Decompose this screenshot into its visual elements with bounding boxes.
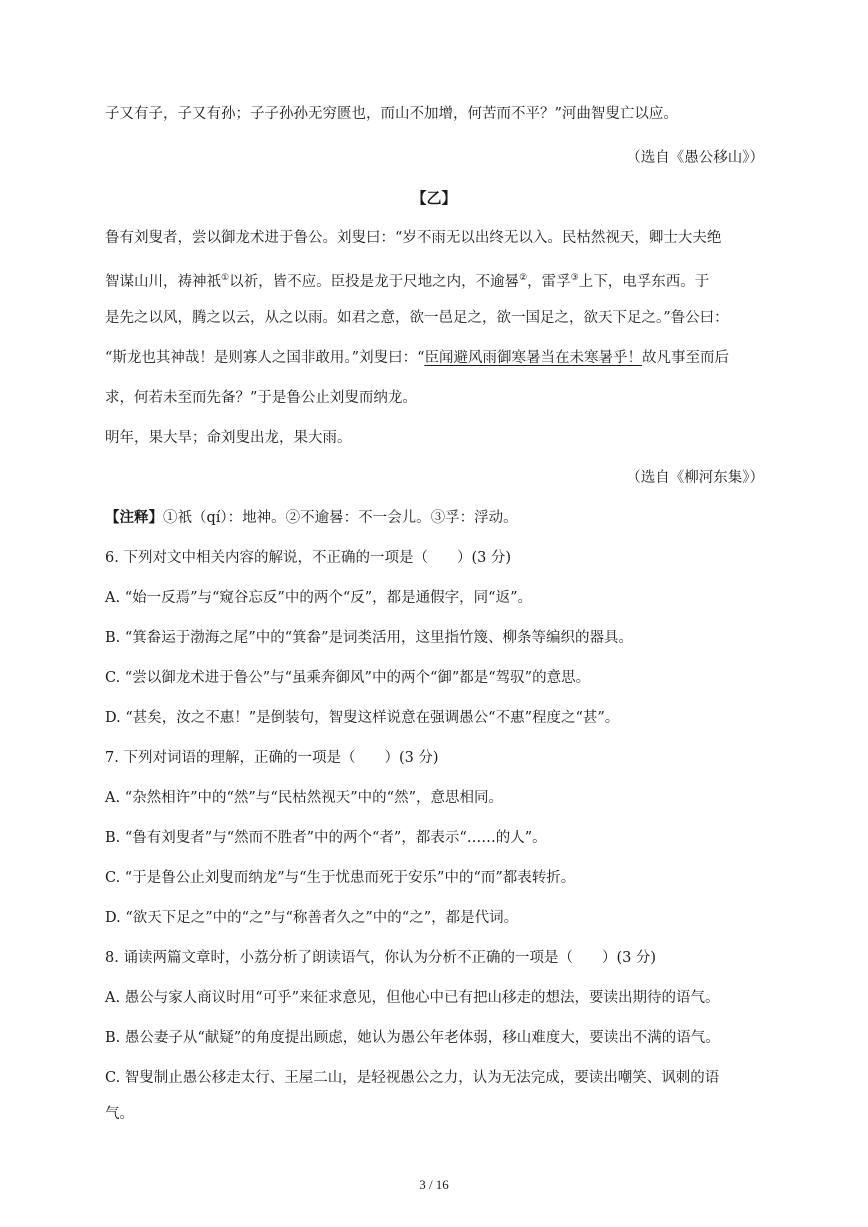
passage-a-source: （选自《愚公移山》） bbox=[626, 150, 764, 166]
question-7-option-c: C. “于是鲁公止刘叟而纳龙”与“生于忧患而死于安乐”中的“而”都表转折。 bbox=[105, 870, 576, 886]
question-7-option-b: B. “鲁有刘叟者”与“然而不胜者”中的两个“者”，都表示“……的人”。 bbox=[105, 830, 547, 846]
question-8-stem: 8. 诵读两篇文章时，小荔分析了朗读语气，你认为分析不正确的一项是（ ）(3 分) bbox=[105, 950, 657, 966]
footnote-marker-3: ③ bbox=[570, 273, 579, 283]
passage-b-line-5: 求，何若未至而先备？”于是鲁公止刘叟而纳龙。 bbox=[105, 390, 417, 406]
question-7-option-d: D. “欲天下足之”中的“之”与“称善者久之”中的“之”，都是代词。 bbox=[105, 910, 519, 926]
notes-label: 【注释】 bbox=[105, 509, 163, 526]
question-8-option-c-continued: 气。 bbox=[105, 1106, 134, 1122]
passage-b-line-1: 鲁有刘叟者，尝以御龙术进于鲁公。刘叟曰：“岁不雨无以出终无以入。民枯然视天，卿士大夫绝 bbox=[105, 230, 722, 246]
footnote-marker-1: ① bbox=[221, 273, 230, 283]
question-7-stem: 7. 下列对词语的理解，正确的一项是（ ）(3 分) bbox=[105, 750, 439, 766]
passage-b-line-4 bbox=[105, 348, 765, 368]
passage-b-heading: 【乙】 bbox=[411, 189, 457, 207]
passage-b-line-2 bbox=[105, 268, 765, 292]
question-8-option-a: A. 愚公与家人商议时用“可乎”来征求意见，但他心中已有把山移走的想法，要读出期待的语气。 bbox=[105, 990, 720, 1006]
passage-b-line-6: 明年，果大旱；命刘叟出龙，果大雨。 bbox=[105, 430, 352, 446]
question-6-option-b: B. “箕畚运于渤海之尾”中的“箕畚”是词类活用，这里指竹篾、柳条等编织的器具。 bbox=[105, 630, 634, 646]
text-span: “斯龙也其神哉！是则寡人之国非敢用。”刘叟曰：“ bbox=[105, 350, 425, 366]
question-6-option-d: D. “甚矣，汝之不惠！”是倒装句，智叟这样说意在强调愚公“不惠”程度之“甚”。 bbox=[105, 710, 620, 726]
question-7-option-a: A. “杂然相许”中的“然”与“民枯然视天”中的“然”，意思相同。 bbox=[105, 790, 503, 806]
notes-text: ①祇（qí）：地神。②不逾晷：不一会儿。③孚：浮动。 bbox=[163, 510, 518, 526]
page-number: 3 / 16 bbox=[419, 1177, 449, 1192]
notes bbox=[105, 508, 765, 528]
passage-b-source: （选自《柳河东集》） bbox=[626, 470, 764, 486]
footnote-marker-2: ② bbox=[519, 273, 528, 283]
text-span: ，雷孚 bbox=[527, 274, 571, 290]
underlined-sentence: 臣闻避风雨御寒暑当在未寒暑乎！ bbox=[424, 350, 642, 366]
question-6-option-c: C. “尝以御龙术进于鲁公”与“虽乘奔御风”中的两个“御”都是“驾驭”的意思。 bbox=[105, 670, 591, 686]
text-span: 以祈，皆不应。臣投是龙于尺地之内，不逾晷 bbox=[229, 274, 520, 290]
question-6-stem: 6. 下列对文中相关内容的解说，不正确的一项是（ ）(3 分) bbox=[105, 550, 512, 566]
text-span: 智谋山川，祷神祇 bbox=[105, 274, 221, 290]
question-8-option-c: C. 智叟制止愚公移走太行、王屋二山，是轻视愚公之力，认为无法完成，要读出嘲笑、讽刺的语 bbox=[105, 1070, 720, 1086]
question-8-option-b: B. 愚公妻子从“献疑”的角度提出顾虑，她认为愚公年老体弱，移山难度大，要读出不满的语气。 bbox=[105, 1030, 720, 1046]
passage-b-line-3: 是先之以风，腾之以云，从之以雨。如君之意，欲一邑足之，欲一国足之，欲天下足之。”鲁公曰： bbox=[105, 310, 729, 326]
question-6-option-a: A. “始一反焉”与“窥谷忘反”中的两个“反”，都是通假字，同“返”。 bbox=[105, 590, 532, 606]
text-span: 上下，电孚东西。于 bbox=[578, 274, 710, 290]
text-span: 故凡事至而后 bbox=[642, 350, 729, 366]
passage-a-last-line: 子又有子，子又有孙；子子孙孙无穷匮也，而山不加增，何苦而不平？”河曲智叟亡以应。 bbox=[105, 106, 678, 122]
